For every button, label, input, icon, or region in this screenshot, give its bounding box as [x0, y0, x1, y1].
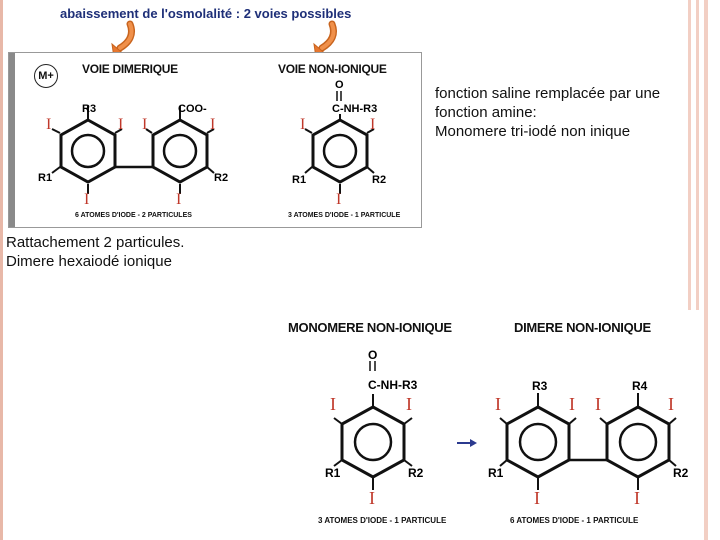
dimer-r3-label: R3 [82, 103, 97, 115]
iodine-atom: I [142, 116, 148, 133]
voie-dimerique-header: VOIE DIMERIQUE [82, 62, 178, 76]
iodine-atom: I [300, 116, 306, 133]
bottom-monomer-o-label: O [368, 348, 378, 362]
iodine-atom: I [495, 394, 501, 414]
iodine-atom: I [176, 191, 182, 208]
slide-title: abaissement de l'osmolalité : 2 voies possibles [60, 6, 352, 21]
dimere-non-ionique-header: DIMERE NON-IONIQUE [514, 320, 651, 335]
bottom-dimer-r3-label: R3 [532, 379, 548, 393]
iodine-atom: I [210, 116, 216, 133]
monomer-o-label: O [335, 79, 344, 91]
iodine-atom: I [668, 394, 674, 414]
bottom-monomer-r1-label: R1 [325, 466, 341, 480]
iodine-atom: I [569, 394, 575, 414]
caption-line: Rattachement 2 particules. [6, 234, 185, 251]
bottom-dimer-r2-label: R2 [673, 466, 689, 480]
dimer-r2-label: R2 [214, 172, 229, 184]
monomer-cnh-label: C-NH-R3 [332, 103, 378, 115]
iodine-atom: I [634, 488, 640, 508]
iodine-atom: I [595, 394, 601, 414]
iodine-atom: I [336, 191, 342, 208]
voie-non-ionique-header: VOIE NON-IONIQUE [278, 62, 387, 76]
caption-line: Dimere hexaiodé ionique [6, 253, 172, 270]
bottom-dimer-r4-label: R4 [632, 379, 648, 393]
iodine-atom: I [370, 116, 376, 133]
dimer-r1-label: R1 [38, 172, 53, 184]
bottom-dimer-footer: 6 ATOMES D'IODE - 1 PARTICULE [510, 516, 639, 525]
iodine-atom: I [330, 394, 336, 414]
monomere-non-ionique-header: MONOMERE NON-IONIQUE [288, 320, 452, 335]
monomer-r2-label: R2 [372, 174, 387, 186]
charge-badge: M+ [34, 64, 58, 88]
dimer-coo-label: COO- [178, 103, 207, 115]
bottom-dimer-r1-label: R1 [488, 466, 504, 480]
iodine-atom: I [369, 488, 375, 508]
note-line: fonction amine: [435, 104, 537, 121]
iodine-atom: I [406, 394, 412, 414]
bottom-monomer-r2-label: R2 [408, 466, 424, 480]
note-line: fonction saline remplacée par une [435, 85, 661, 102]
bottom-monomer-cnh-label: C-NH-R3 [368, 378, 418, 392]
monomer-footer: 3 ATOMES D'IODE - 1 PARTICULE [288, 212, 401, 219]
iodine-atom: I [84, 191, 90, 208]
monomer-r1-label: R1 [292, 174, 307, 186]
note-line: Monomere tri-iodé non inique [435, 123, 631, 140]
iodine-atom: I [534, 488, 540, 508]
iodine-atom: I [46, 116, 52, 133]
iodine-atom: I [118, 116, 124, 133]
bottom-monomer-footer: 3 ATOMES D'IODE - 1 PARTICULE [318, 516, 447, 525]
dimer-footer: 6 ATOMES D'IODE - 2 PARTICULES [75, 212, 192, 219]
